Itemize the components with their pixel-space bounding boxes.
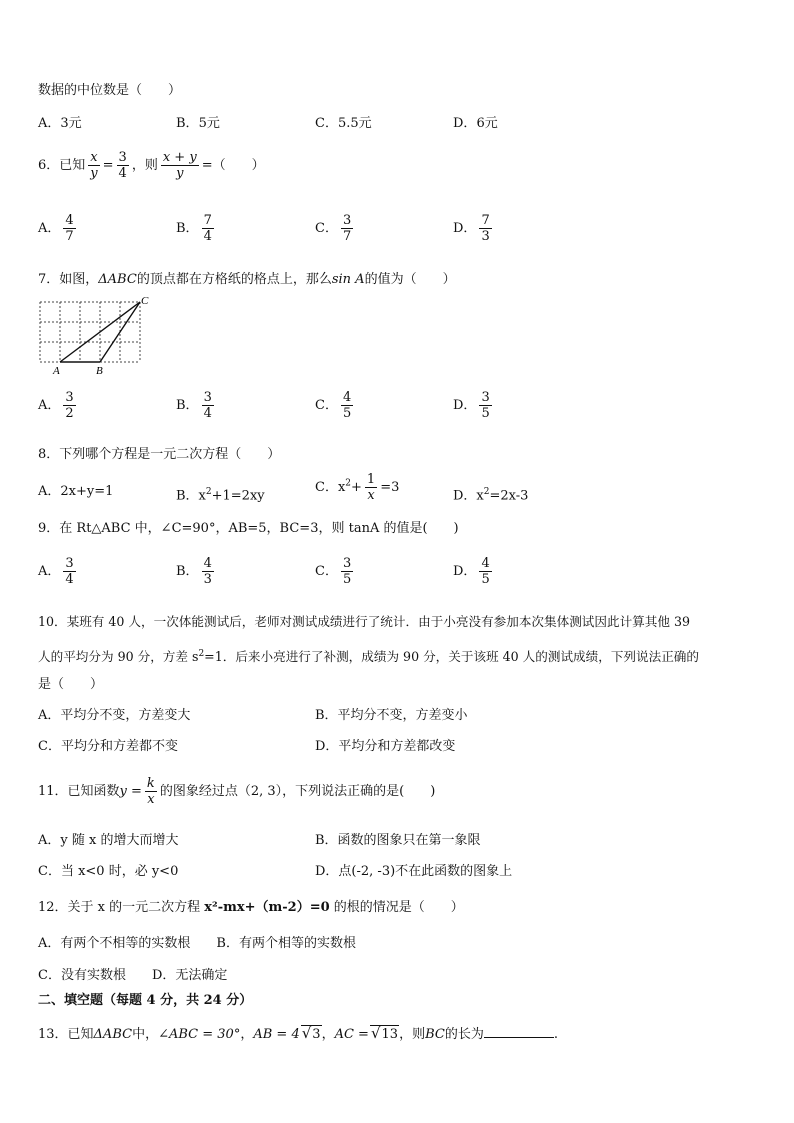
- q13-sqrt-3: √3: [301, 1024, 321, 1042]
- q11-option-d[interactable]: D．点(-2, -3)不在此函数的图象上: [315, 864, 513, 879]
- q11-option-c[interactable]: C．当 x<0 时，必 y<0: [38, 864, 179, 879]
- q7-option-a[interactable]: A． $\frac{3}{2}$: [38, 390, 74, 421]
- q5-option-c[interactable]: C．5.5元: [315, 116, 372, 131]
- q6-option-d[interactable]: D． $\frac{7}{3}$: [453, 213, 490, 244]
- q12-stem: 12．关于 x 的一元二次方程 x²-mx+（m-2）=0 的根的情况是（ ）: [38, 900, 464, 915]
- q7-stem: 7．如图，ΔABC的顶点都在方格纸的格点上，那么sin A的值为（ ）: [38, 272, 456, 287]
- q8-stem: 8．下列哪个方程是一元二次方程（ ）: [38, 447, 281, 462]
- q8-option-b[interactable]: B．$x^2+1=2xy$: [176, 487, 265, 504]
- q13-answer-blank[interactable]: [484, 1025, 554, 1038]
- q9-option-a[interactable]: A． $\frac{3}{4}$: [38, 556, 74, 587]
- q5-option-b[interactable]: B．5元: [176, 116, 220, 131]
- q6-option-c[interactable]: C． $\frac{3}{7}$: [315, 213, 352, 244]
- q12-options-row-2[interactable]: C．没有实数根 D．无法确定: [38, 968, 228, 983]
- section-2-title: 二、填空题（每题 4 分，共 24 分）: [38, 993, 253, 1008]
- q7-option-c[interactable]: C． $\frac{4}{5}$: [315, 390, 352, 421]
- q10-option-b[interactable]: B．平均分不变，方差变小: [315, 708, 468, 723]
- q13-stem: 13．已知ΔABC中，∠ABC = 30°，AB = 4 √3，AC = √13，则BC的长为 .: [38, 1024, 558, 1042]
- q6-stem: 6．已知 $\frac{x}{y}$ = $\frac{3}{4}$ ，则 $\frac{x + y}{y}$ =（ ）: [38, 150, 265, 181]
- q10-option-c[interactable]: C．平均分和方差都不变: [38, 739, 178, 754]
- q10-line-1: 10．某班有 40 人，一次体能测试后，老师对测试成绩进行了统计．由于小亮没有参加本次集体测试因此计算其他 39: [38, 614, 690, 629]
- q10-line-2: 人的平均分为 90 分，方差 $s^2=1$．后来小亮进行了补测，成绩为 90 分，关于该班 40 人的测试成绩，下列说法正确的: [38, 649, 699, 665]
- q8-option-c[interactable]: C．$x^2+$ $\frac{1}{x}$ =3: [315, 472, 400, 503]
- q9-stem: 9．在 Rt△ABC 中，∠C=90°，AB=5，BC=3，则 tanA 的值是( ): [38, 521, 459, 536]
- q8-option-d[interactable]: D．$x^2=2x-3$: [453, 487, 529, 504]
- q6-option-a[interactable]: A． $\frac{4}{7}$: [38, 213, 74, 244]
- q7-label-a: A: [53, 365, 60, 377]
- q7-label-b: B: [96, 365, 103, 377]
- q7-option-b[interactable]: B． $\frac{3}{4}$: [176, 390, 212, 421]
- q9-option-d[interactable]: D． $\frac{4}{5}$: [453, 556, 490, 587]
- q5-stem: 数据的中位数是（ ）: [38, 83, 182, 98]
- q7-label-c: C: [141, 295, 149, 307]
- q8-option-a[interactable]: A．2x+y=1: [38, 484, 114, 499]
- q13-sqrt-13: √13: [370, 1024, 399, 1042]
- q9-option-b[interactable]: B． $\frac{4}{3}$: [176, 556, 212, 587]
- q5-option-a[interactable]: A．3元: [38, 116, 82, 131]
- q7-option-d[interactable]: D． $\frac{3}{5}$: [453, 390, 490, 421]
- q6-option-b[interactable]: B． $\frac{7}{4}$: [176, 213, 212, 244]
- q10-option-a[interactable]: A．平均分不变，方差变大: [38, 708, 191, 723]
- q6-frac-xy-over-y: $\frac{x + y}{y}$: [162, 150, 197, 181]
- q12-options-row-1[interactable]: A．有两个不相等的实数根 B．有两个相等的实数根: [38, 936, 356, 951]
- q11-stem: 11．已知函数y = $\frac{k}{x}$ 的图象经过点（2, 3），下列说法正确的是( ): [38, 776, 436, 807]
- q9-option-c[interactable]: C． $\frac{3}{5}$: [315, 556, 352, 587]
- q5-option-d[interactable]: D．6元: [453, 116, 498, 131]
- q10-line-3: 是（ ）: [38, 677, 104, 692]
- q11-option-b[interactable]: B．函数的图象只在第一象限: [315, 833, 481, 848]
- q6-frac-x-over-y: $\frac{x}{y}$: [90, 150, 98, 181]
- q6-frac-3-over-4: $\frac{3}{4}$: [118, 150, 127, 181]
- q11-option-a[interactable]: A．y 随 x 的增大而增大: [38, 833, 179, 848]
- q7-grid-figure: [30, 292, 160, 378]
- q10-option-d[interactable]: D．平均分和方差都改变: [315, 739, 456, 754]
